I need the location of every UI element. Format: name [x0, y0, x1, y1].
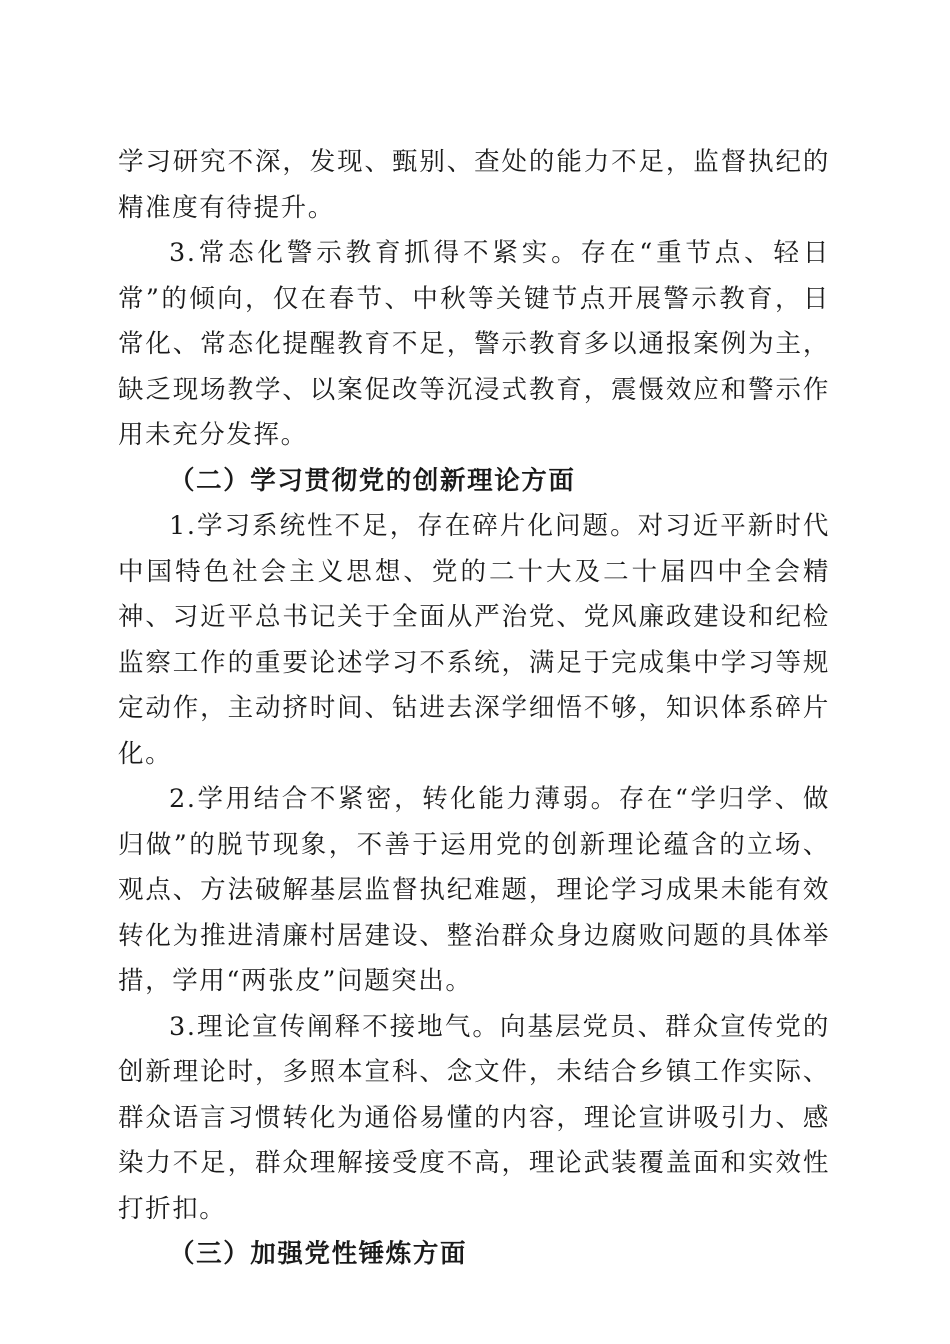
paragraph-theory-promotion: 3.理论宣传阐释不接地气。向基层党员、群众宣传党的创新理论时，多照本宣科、念文件，未结合乡镇工作实际、群众语言习惯转化为通俗易懂的内容，理论宣讲吸引力、感染力不足，群众理解接受度不高，理论武装覆盖面和实效性打折扣。: [118, 1011, 830, 1224]
paragraph-warning-education: 3.常态化警示教育抓得不紧实。存在“重节点、轻日常”的倾向，仅在春节、中秋等关键节点开展警示教育，日常化、常态化提醒教育不足，警示教育多以通报案例为主，缺乏现场教学、以案促改等沉浸式教育，震慑效应和警示作用未充分发挥。: [118, 238, 830, 450]
paragraph-continuation: 学习研究不深，发现、甄别、查处的能力不足，监督执纪的精准度有待提升。: [118, 147, 830, 223]
document-body: [118, 140, 830, 1278]
section-heading-party-spirit: （三）加强党性锤炼方面: [169, 1239, 468, 1269]
section-heading-theory-study: （二）学习贯彻党的创新理论方面: [169, 465, 576, 496]
paragraph-study-application: 2.学用结合不紧密，转化能力薄弱。存在“学归学、做归做”的脱节现象，不善于运用党的创新理论蕴含的立场、观点、方法破解基层监督执纪难题，理论学习成果未能有效转化为推进清廉村居建设、整治群众身边腐败问题的具体举措，学用“两张皮”问题突出。: [118, 784, 830, 996]
paragraph-study-systematic: 1.学习系统性不足，存在碎片化问题。对习近平新时代中国特色社会主义思想、党的二十大及二十届四中全会精神、习近平总书记关于全面从严治党、党风廉政建设和纪检监察工作的重要论述学习不系统，满足于完成集中学习等规定动作，主动挤时间、钻进去深学细悟不够，知识体系碎片化。: [118, 511, 830, 769]
